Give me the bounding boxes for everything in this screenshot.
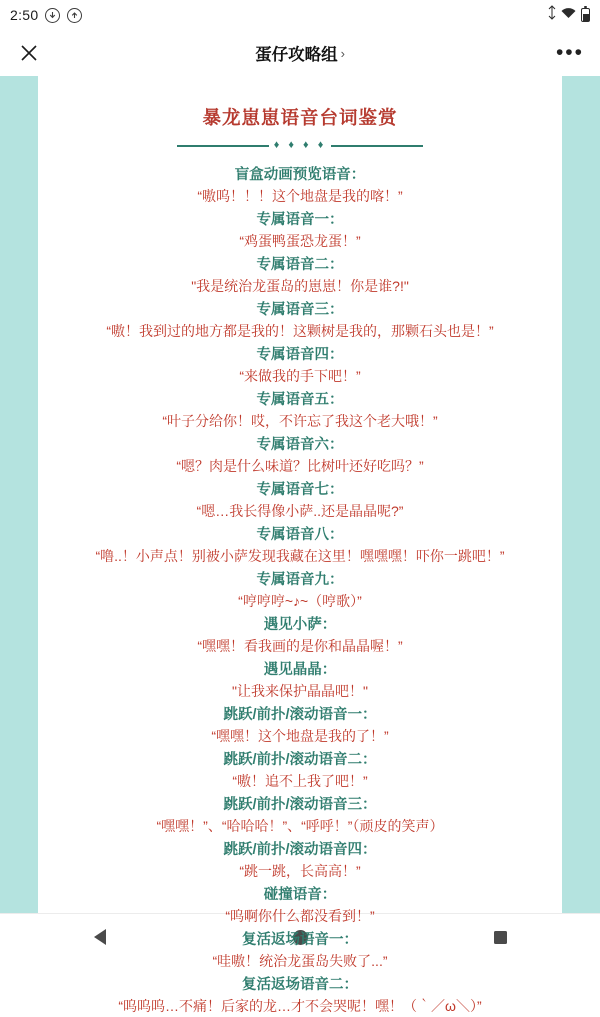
battery-icon [581,8,590,22]
title-divider [44,140,556,151]
voice-line-heading: 专属语音七： [256,482,344,498]
voice-line-text: “嗷！我到过的地方都是我的！这颗树是我的，那颗石头也是！” [106,323,494,339]
voice-line-heading: 复活返场语音二： [242,977,358,993]
chevron-right-icon: › [340,45,345,61]
voice-line-item [44,345,556,387]
article-title: 暴龙崽崽语音台词鉴赏 [202,107,398,128]
voice-line-item [44,705,556,747]
voice-line-heading: 专属语音九： [256,572,344,588]
voice-line-text: “哼哼哼~♪~（哼歌）” [238,593,362,609]
close-icon[interactable] [16,40,42,66]
voice-line-text: “鸡蛋鸭蛋恐龙蛋！” [239,233,361,249]
voice-line-heading: 专属语音八： [256,527,344,543]
app-title-group [0,41,600,65]
voice-line-heading: 专属语音二： [256,257,344,273]
voice-line-heading: 专属语音五： [256,392,344,408]
page-title: 蛋仔攻略组 [255,46,338,64]
voice-line-heading: 专属语音三： [256,302,344,318]
voice-line-heading: 专属语音四： [256,347,344,363]
voice-line-heading: 专属语音六： [256,437,344,453]
voice-line-text: “嘿嘿！这个地盘是我的了！” [211,728,389,744]
decorative-band-left [0,76,38,913]
voice-line-heading: 复活返场语音一： [242,932,358,948]
voice-line-item [44,615,556,657]
voice-line-text: "让我来保护晶晶吧！" [232,683,368,699]
voice-line-heading: 专属语音一： [256,212,344,228]
voice-line-text: “嗷！追不上我了吧！” [232,773,368,789]
voice-line-text: “跳一跳，长高高！” [239,863,361,879]
status-time: 2:50 [10,7,39,23]
voice-line-text: “嗯…我长得像小萨..还是晶晶呢?” [196,503,404,519]
voice-line-item [44,660,556,702]
voice-line-item [44,390,556,432]
voice-line-heading: 盲盒动画预览语音： [234,167,366,183]
voice-line-item [44,525,556,567]
voice-line-text: “来做我的手下吧！” [239,368,361,384]
voice-line-item [44,165,556,207]
wifi-icon [561,6,576,24]
status-bar-right [548,6,590,24]
voice-line-heading: 跳跃/前扑/滚动语音四： [223,842,377,858]
voice-line-text: “嗷呜！！！这个地盘是我的喀！” [197,188,403,204]
voice-line-item [44,750,556,792]
upload-icon [67,8,82,23]
voice-line-heading: 碰撞语音： [263,887,337,903]
divider-line-left [177,145,269,147]
voice-line-text: "我是统治龙蛋岛的崽崽！你是谁?!" [191,278,409,294]
decorative-band-right [562,76,600,913]
divider-line-right [331,145,423,147]
voice-line-item [44,255,556,297]
voice-line-item [44,480,556,522]
voice-line-item [44,795,556,837]
voice-line-item [44,570,556,612]
app-bar [0,30,600,76]
voice-line-text: “呜呜呜…不痛！后家的龙…才不会哭呢！嘿！（｀／ω＼）” [118,998,482,1014]
voice-line-item [44,975,556,1014]
voice-line-heading: 跳跃/前扑/滚动语音一： [223,707,377,723]
voice-line-list [44,165,556,1014]
more-options-icon[interactable]: ••• [555,41,584,64]
voice-line-text: “嘿嘿！看我画的是你和晶晶喔！” [197,638,403,654]
download-icon [45,8,60,23]
voice-line-item [44,885,556,927]
voice-line-text: “呜啊你什么都没看到！” [225,908,375,924]
voice-line-item [44,300,556,342]
voice-line-item [44,210,556,252]
voice-line-item [44,435,556,477]
voice-line-text: “噜..！小声点！别被小萨发现我藏在这里！嘿嘿嘿！吓你一跳吧！” [95,548,505,564]
voice-line-heading: 跳跃/前扑/滚动语音二： [223,752,377,768]
voice-line-heading: 遇见晶晶： [263,662,337,678]
voice-line-item [44,840,556,882]
voice-line-heading: 跳跃/前扑/滚动语音三： [223,797,377,813]
voice-line-text: “嗯？肉是什么味道？比树叶还好吃吗？” [176,458,424,474]
voice-line-text: “嘿嘿！”、“哈哈哈！”、“呼呼！”（顽皮的笑声） [156,818,444,834]
voice-line-text: “叶子分给你！哎，不许忘了我这个老大哦！” [162,413,438,429]
status-bar [0,0,600,30]
status-bar-left [10,7,82,23]
voice-line-item [44,930,556,972]
signal-icon [548,6,556,24]
article-scroll-area[interactable] [0,76,600,1014]
voice-line-text: “哇嗷！统治龙蛋岛失败了...” [212,953,388,969]
article-content [38,76,562,1014]
divider-dots: ♦ ♦ ♦ ♦ [273,139,327,151]
voice-line-heading: 遇见小萨： [263,617,337,633]
